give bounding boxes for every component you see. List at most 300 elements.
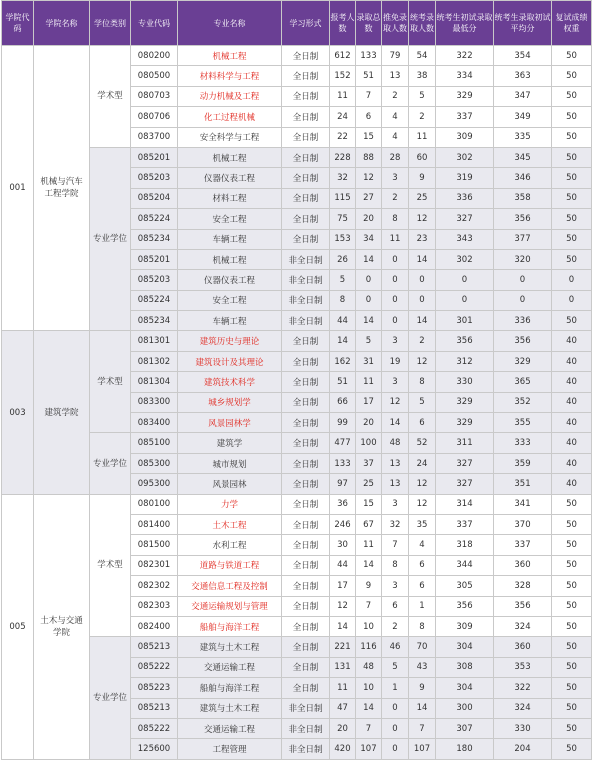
applicants: 14	[330, 331, 356, 351]
recommended-admitted: 3	[382, 372, 409, 392]
recommended-admitted: 3	[382, 494, 409, 514]
college-code: 003	[2, 331, 34, 494]
major-code: 085203	[131, 270, 178, 290]
min-score: 336	[436, 188, 494, 208]
major-code: 082400	[131, 616, 178, 636]
major-name: 风景园林	[178, 474, 282, 494]
major-code: 085300	[131, 453, 178, 473]
major-code: 080100	[131, 494, 178, 514]
applicants: 75	[330, 209, 356, 229]
major-code: 081304	[131, 372, 178, 392]
column-header: 统考生初试录取最低分	[436, 1, 494, 46]
degree-type: 学术型	[90, 331, 131, 433]
applicants: 20	[330, 718, 356, 738]
recommended-admitted: 11	[382, 229, 409, 249]
table-row	[2, 494, 592, 514]
retest-weight: 50	[552, 229, 592, 249]
retest-weight: 50	[552, 107, 592, 127]
admitted-total: 133	[356, 46, 382, 66]
admitted-total: 17	[356, 392, 382, 412]
exam-admitted: 14	[409, 698, 436, 718]
major-code: 080706	[131, 107, 178, 127]
retest-weight: 50	[552, 678, 592, 698]
exam-admitted: 2	[409, 331, 436, 351]
retest-weight: 40	[552, 433, 592, 453]
recommended-admitted: 3	[382, 331, 409, 351]
major-name: 机械工程	[178, 46, 282, 66]
applicants: 246	[330, 514, 356, 534]
retest-weight: 0	[552, 270, 592, 290]
admitted-total: 6	[356, 107, 382, 127]
retest-weight: 50	[552, 168, 592, 188]
exam-admitted: 54	[409, 46, 436, 66]
major-code: 085201	[131, 147, 178, 167]
exam-admitted: 5	[409, 392, 436, 412]
major-name: 机械工程	[178, 249, 282, 269]
recommended-admitted: 1	[382, 678, 409, 698]
min-score: 327	[436, 453, 494, 473]
avg-score: 354	[494, 46, 552, 66]
major-name: 建筑设计及其理论	[178, 351, 282, 371]
avg-score: 358	[494, 188, 552, 208]
recommended-admitted: 13	[382, 474, 409, 494]
recommended-admitted: 2	[382, 86, 409, 106]
column-header: 录取总数	[356, 1, 382, 46]
admitted-total: 10	[356, 616, 382, 636]
recommended-admitted: 4	[382, 107, 409, 127]
applicants: 5	[330, 270, 356, 290]
retest-weight: 50	[552, 311, 592, 331]
major-name: 水利工程	[178, 535, 282, 555]
avg-score: 352	[494, 392, 552, 412]
study-mode: 全日制	[282, 209, 330, 229]
avg-score: 360	[494, 555, 552, 575]
major-code: 081400	[131, 514, 178, 534]
applicants: 228	[330, 147, 356, 167]
exam-admitted: 60	[409, 147, 436, 167]
min-score: 337	[436, 107, 494, 127]
avg-score: 359	[494, 453, 552, 473]
major-code: 083700	[131, 127, 178, 147]
min-score: 319	[436, 168, 494, 188]
major-code: 085224	[131, 209, 178, 229]
recommended-admitted: 46	[382, 637, 409, 657]
avg-score: 204	[494, 739, 552, 759]
admitted-total: 31	[356, 351, 382, 371]
recommended-admitted: 13	[382, 453, 409, 473]
exam-admitted: 8	[409, 616, 436, 636]
study-mode: 全日制	[282, 494, 330, 514]
applicants: 221	[330, 637, 356, 657]
min-score: 334	[436, 66, 494, 86]
major-name: 船舶与海洋工程	[178, 678, 282, 698]
admitted-total: 48	[356, 657, 382, 677]
table-row	[2, 637, 592, 657]
min-score: 304	[436, 678, 494, 698]
applicants: 420	[330, 739, 356, 759]
avg-score: 360	[494, 637, 552, 657]
admitted-total: 7	[356, 596, 382, 616]
exam-admitted: 12	[409, 351, 436, 371]
min-score: 327	[436, 209, 494, 229]
avg-score: 353	[494, 657, 552, 677]
admitted-total: 11	[356, 535, 382, 555]
retest-weight: 50	[552, 657, 592, 677]
exam-admitted: 5	[409, 86, 436, 106]
major-code: 085224	[131, 290, 178, 310]
recommended-admitted: 13	[382, 66, 409, 86]
avg-score: 351	[494, 474, 552, 494]
admitted-total: 15	[356, 494, 382, 514]
retest-weight: 40	[552, 331, 592, 351]
study-mode: 全日制	[282, 657, 330, 677]
recommended-admitted: 8	[382, 209, 409, 229]
major-name: 材料工程	[178, 188, 282, 208]
study-mode: 全日制	[282, 474, 330, 494]
retest-weight: 50	[552, 147, 592, 167]
retest-weight: 50	[552, 718, 592, 738]
exam-admitted: 9	[409, 678, 436, 698]
exam-admitted: 12	[409, 474, 436, 494]
major-name: 车辆工程	[178, 311, 282, 331]
study-mode: 全日制	[282, 413, 330, 433]
avg-score: 320	[494, 249, 552, 269]
study-mode: 全日制	[282, 392, 330, 412]
column-header: 学习形式	[282, 1, 330, 46]
exam-admitted: 7	[409, 718, 436, 738]
study-mode: 全日制	[282, 107, 330, 127]
min-score: 356	[436, 596, 494, 616]
avg-score: 365	[494, 372, 552, 392]
header-row	[2, 1, 592, 46]
major-code: 125600	[131, 739, 178, 759]
min-score: 309	[436, 127, 494, 147]
min-score: 356	[436, 331, 494, 351]
recommended-admitted: 0	[382, 311, 409, 331]
exam-admitted: 52	[409, 433, 436, 453]
applicants: 32	[330, 168, 356, 188]
min-score: 312	[436, 351, 494, 371]
study-mode: 非全日制	[282, 718, 330, 738]
major-name: 交通运输工程	[178, 718, 282, 738]
avg-score: 341	[494, 494, 552, 514]
recommended-admitted: 19	[382, 351, 409, 371]
min-score: 327	[436, 474, 494, 494]
avg-score: 336	[494, 311, 552, 331]
admitted-total: 88	[356, 147, 382, 167]
study-mode: 全日制	[282, 637, 330, 657]
applicants: 22	[330, 127, 356, 147]
admitted-total: 27	[356, 188, 382, 208]
major-name: 建筑历史与理论	[178, 331, 282, 351]
exam-admitted: 38	[409, 66, 436, 86]
exam-admitted: 25	[409, 188, 436, 208]
major-name: 道路与铁道工程	[178, 555, 282, 575]
retest-weight: 50	[552, 637, 592, 657]
major-name: 材料科学与工程	[178, 66, 282, 86]
admitted-total: 9	[356, 576, 382, 596]
study-mode: 全日制	[282, 188, 330, 208]
table-body	[2, 46, 592, 760]
major-code: 085234	[131, 229, 178, 249]
study-mode: 全日制	[282, 86, 330, 106]
study-mode: 全日制	[282, 596, 330, 616]
min-score: 301	[436, 311, 494, 331]
avg-score: 356	[494, 596, 552, 616]
exam-admitted: 14	[409, 249, 436, 269]
avg-score: 330	[494, 718, 552, 738]
recommended-admitted: 14	[382, 413, 409, 433]
degree-type: 专业学位	[90, 147, 131, 331]
admitted-total: 14	[356, 698, 382, 718]
min-score: 180	[436, 739, 494, 759]
avg-score: 356	[494, 209, 552, 229]
study-mode: 全日制	[282, 229, 330, 249]
retest-weight: 50	[552, 86, 592, 106]
avg-score: 377	[494, 229, 552, 249]
major-name: 机械工程	[178, 147, 282, 167]
study-mode: 非全日制	[282, 249, 330, 269]
applicants: 11	[330, 86, 356, 106]
study-mode: 非全日制	[282, 698, 330, 718]
avg-score: 345	[494, 147, 552, 167]
study-mode: 全日制	[282, 331, 330, 351]
college-code: 001	[2, 46, 34, 331]
applicants: 97	[330, 474, 356, 494]
study-mode: 全日制	[282, 46, 330, 66]
major-code: 085100	[131, 433, 178, 453]
retest-weight: 50	[552, 494, 592, 514]
major-code: 085234	[131, 311, 178, 331]
avg-score: 0	[494, 270, 552, 290]
column-header: 学位类别	[90, 1, 131, 46]
major-name: 安全工程	[178, 290, 282, 310]
major-name: 船舶与海洋工程	[178, 616, 282, 636]
exam-admitted: 8	[409, 372, 436, 392]
recommended-admitted: 28	[382, 147, 409, 167]
column-header: 统考录取人数	[409, 1, 436, 46]
study-mode: 全日制	[282, 351, 330, 371]
study-mode: 全日制	[282, 535, 330, 555]
column-header: 学院名称	[34, 1, 90, 46]
admitted-total: 14	[356, 555, 382, 575]
min-score: 0	[436, 270, 494, 290]
avg-score: 337	[494, 535, 552, 555]
retest-weight: 50	[552, 209, 592, 229]
major-name: 动力机械及工程	[178, 86, 282, 106]
admitted-total: 51	[356, 66, 382, 86]
exam-admitted: 24	[409, 453, 436, 473]
retest-weight: 0	[552, 290, 592, 310]
major-name: 土木工程	[178, 514, 282, 534]
exam-admitted: 12	[409, 209, 436, 229]
major-code: 085201	[131, 249, 178, 269]
table-row	[2, 331, 592, 351]
study-mode: 非全日制	[282, 739, 330, 759]
exam-admitted: 0	[409, 290, 436, 310]
exam-admitted: 6	[409, 576, 436, 596]
recommended-admitted: 79	[382, 46, 409, 66]
major-code: 083400	[131, 413, 178, 433]
table-row	[2, 46, 592, 66]
recommended-admitted: 0	[382, 290, 409, 310]
avg-score: 324	[494, 698, 552, 718]
min-score: 311	[436, 433, 494, 453]
recommended-admitted: 0	[382, 739, 409, 759]
admitted-total: 100	[356, 433, 382, 453]
major-code: 080200	[131, 46, 178, 66]
study-mode: 全日制	[282, 372, 330, 392]
exam-admitted: 11	[409, 127, 436, 147]
study-mode: 全日制	[282, 147, 330, 167]
admitted-total: 15	[356, 127, 382, 147]
avg-score: 329	[494, 351, 552, 371]
min-score: 302	[436, 147, 494, 167]
retest-weight: 40	[552, 413, 592, 433]
exam-admitted: 6	[409, 555, 436, 575]
applicants: 153	[330, 229, 356, 249]
recommended-admitted: 8	[382, 555, 409, 575]
study-mode: 非全日制	[282, 290, 330, 310]
admitted-total: 14	[356, 249, 382, 269]
major-code: 085222	[131, 657, 178, 677]
retest-weight: 50	[552, 576, 592, 596]
avg-score: 335	[494, 127, 552, 147]
column-header: 学院代码	[2, 1, 34, 46]
avg-score: 363	[494, 66, 552, 86]
recommended-admitted: 7	[382, 535, 409, 555]
major-name: 城乡规划学	[178, 392, 282, 412]
major-code: 095300	[131, 474, 178, 494]
major-code: 081302	[131, 351, 178, 371]
applicants: 152	[330, 66, 356, 86]
retest-weight: 50	[552, 127, 592, 147]
degree-type: 专业学位	[90, 433, 131, 494]
exam-admitted: 23	[409, 229, 436, 249]
min-score: 314	[436, 494, 494, 514]
study-mode: 全日制	[282, 433, 330, 453]
major-name: 城市规划	[178, 453, 282, 473]
recommended-admitted: 3	[382, 168, 409, 188]
major-code: 085223	[131, 678, 178, 698]
admitted-total: 0	[356, 290, 382, 310]
applicants: 66	[330, 392, 356, 412]
exam-admitted: 12	[409, 494, 436, 514]
avg-score: 349	[494, 107, 552, 127]
table-row	[2, 147, 592, 167]
major-code: 080703	[131, 86, 178, 106]
min-score: 343	[436, 229, 494, 249]
study-mode: 全日制	[282, 616, 330, 636]
admitted-total: 20	[356, 413, 382, 433]
major-name: 建筑与土木工程	[178, 637, 282, 657]
major-name: 力学	[178, 494, 282, 514]
major-name: 仪器仪表工程	[178, 168, 282, 188]
avg-score: 328	[494, 576, 552, 596]
avg-score: 322	[494, 678, 552, 698]
study-mode: 全日制	[282, 514, 330, 534]
recommended-admitted: 0	[382, 698, 409, 718]
avg-score: 347	[494, 86, 552, 106]
applicants: 133	[330, 453, 356, 473]
admitted-total: 12	[356, 168, 382, 188]
applicants: 11	[330, 678, 356, 698]
retest-weight: 40	[552, 392, 592, 412]
admitted-total: 10	[356, 678, 382, 698]
retest-weight: 50	[552, 739, 592, 759]
recommended-admitted: 32	[382, 514, 409, 534]
exam-admitted: 14	[409, 311, 436, 331]
table-row	[2, 433, 592, 453]
retest-weight: 50	[552, 514, 592, 534]
major-code: 080500	[131, 66, 178, 86]
applicants: 8	[330, 290, 356, 310]
admitted-total: 11	[356, 372, 382, 392]
retest-weight: 40	[552, 474, 592, 494]
degree-type: 学术型	[90, 46, 131, 148]
applicants: 36	[330, 494, 356, 514]
applicants: 24	[330, 107, 356, 127]
applicants: 99	[330, 413, 356, 433]
admitted-total: 34	[356, 229, 382, 249]
min-score: 318	[436, 535, 494, 555]
retest-weight: 50	[552, 596, 592, 616]
min-score: 337	[436, 514, 494, 534]
min-score: 300	[436, 698, 494, 718]
major-name: 交通运输工程	[178, 657, 282, 677]
admitted-total: 67	[356, 514, 382, 534]
applicants: 26	[330, 249, 356, 269]
admission-table	[1, 0, 592, 760]
min-score: 322	[436, 46, 494, 66]
recommended-admitted: 12	[382, 392, 409, 412]
recommended-admitted: 2	[382, 188, 409, 208]
avg-score: 346	[494, 168, 552, 188]
avg-score: 370	[494, 514, 552, 534]
major-code: 082302	[131, 576, 178, 596]
admitted-total: 37	[356, 453, 382, 473]
exam-admitted: 9	[409, 168, 436, 188]
min-score: 305	[436, 576, 494, 596]
exam-admitted: 4	[409, 535, 436, 555]
major-code: 085213	[131, 698, 178, 718]
major-code: 085203	[131, 168, 178, 188]
college-code: 005	[2, 494, 34, 759]
study-mode: 全日制	[282, 555, 330, 575]
college-name: 建筑学院	[34, 331, 90, 494]
major-code: 082303	[131, 596, 178, 616]
degree-type: 专业学位	[90, 637, 131, 759]
retest-weight: 50	[552, 535, 592, 555]
applicants: 115	[330, 188, 356, 208]
major-name: 安全科学与工程	[178, 127, 282, 147]
exam-admitted: 107	[409, 739, 436, 759]
major-name: 风景园林学	[178, 413, 282, 433]
exam-admitted: 35	[409, 514, 436, 534]
recommended-admitted: 3	[382, 576, 409, 596]
recommended-admitted: 0	[382, 718, 409, 738]
recommended-admitted: 0	[382, 270, 409, 290]
avg-score: 355	[494, 413, 552, 433]
applicants: 30	[330, 535, 356, 555]
major-code: 082301	[131, 555, 178, 575]
major-code: 085222	[131, 718, 178, 738]
major-name: 安全工程	[178, 209, 282, 229]
min-score: 309	[436, 616, 494, 636]
retest-weight: 50	[552, 188, 592, 208]
study-mode: 全日制	[282, 453, 330, 473]
applicants: 612	[330, 46, 356, 66]
